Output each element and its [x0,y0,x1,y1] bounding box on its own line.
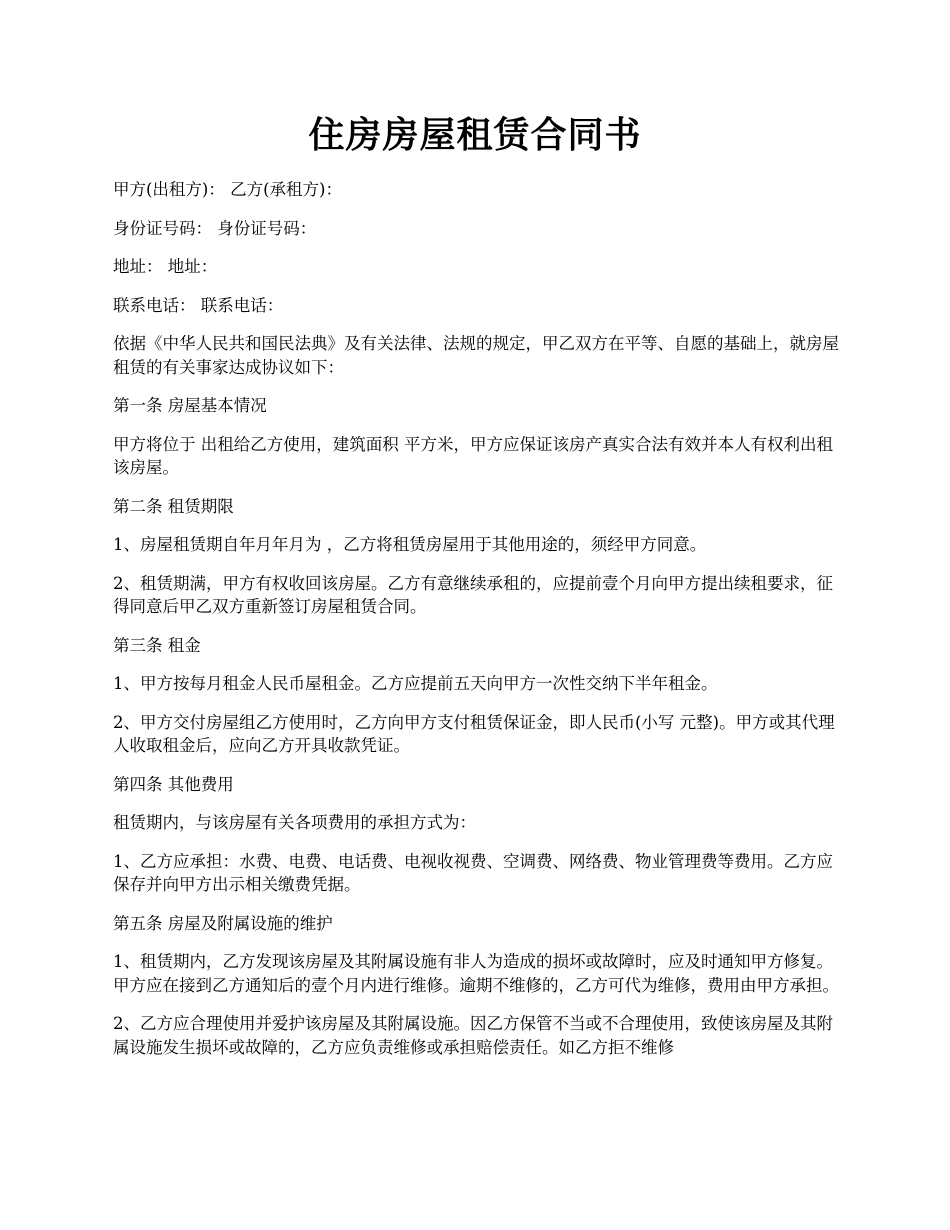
preamble-paragraph: 依据《中华人民共和国民法典》及有关法律、法规的规定，甲乙双方在平等、自愿的基础上，就房屋租赁的有关事家达成协议如下： [113,334,839,377]
article-2-heading: 第二条 租赁期限 [113,496,234,516]
article-5-heading: 第五条 房屋及附属设施的维护 [113,913,333,933]
article-1-text: 甲方将位于 出租给乙方使用，建筑面积 平方米，甲方应保证该房产真实合法有效并本人有权利出租该房屋。 [113,434,833,477]
article-5-clause-2: 2、乙方应合理使用并爱护该房屋及其附属设施。因乙方保管不当或不合理使用，致使该房屋及其附属设施发生损坏或故障的，乙方应负责维修或承担赔偿责任。如乙方拒不维修 [113,1014,833,1057]
party-names-line: 甲方(出租方)： 乙方(承租方)： [113,180,342,199]
article-4-heading: 第四条 其他费用 [113,774,234,794]
article-1-heading: 第一条 房屋基本情况 [113,396,267,415]
article-4-intro: 租赁期内，与该房屋有关各项费用的承担方式为： [113,813,476,832]
id-number-line: 身份证号码： 身份证号码： [113,218,317,238]
article-4-clause-1: 1、乙方应承担：水费、电费、电话费、电视收视费、空调费、网络费、物业管理费等费用。乙方应保存并向甲方出示相关缴费凭据。 [113,851,833,894]
phone-line: 联系电话： 联系电话： [113,295,284,315]
address-line: 地址： 地址： [113,257,218,276]
article-2-clause-2: 2、租赁期满，甲方有权收回该房屋。乙方有意继续承租的，应提前壹个月向甲方提出续租要求，征得同意后甲乙双方重新签订房屋租赁合同。 [113,573,833,616]
article-5-clause-1: 1、租赁期内，乙方发现该房屋及其附属设施有非人为造成的损坏或故障时，应及时通知甲方修复。甲方应在接到乙方通知后的壹个月内进行维修。逾期不维修的，乙方可代为维修，费用由甲方承担。 [113,952,839,995]
document-body [113,178,843,1074]
article-3-clause-1: 1、甲方按每月租金人民币屋租金。乙方应提前五天向甲方一次性交纳下半年租金。 [113,674,718,693]
article-3-heading: 第三条 租金 [113,635,201,655]
article-3-clause-2: 2、甲方交付房屋组乙方使用时，乙方向甲方支付租赁保证金，即人民币(小写 元整)。甲方或其代理人收取租金后，应向乙方开具收款凭证。 [113,712,835,755]
page-title: 住房房屋租赁合同书 [308,114,642,156]
article-2-clause-1: 1、房屋租赁期自年月年月为 ，乙方将租赁房屋用于其他用途的，须经甲方同意。 [113,535,707,554]
